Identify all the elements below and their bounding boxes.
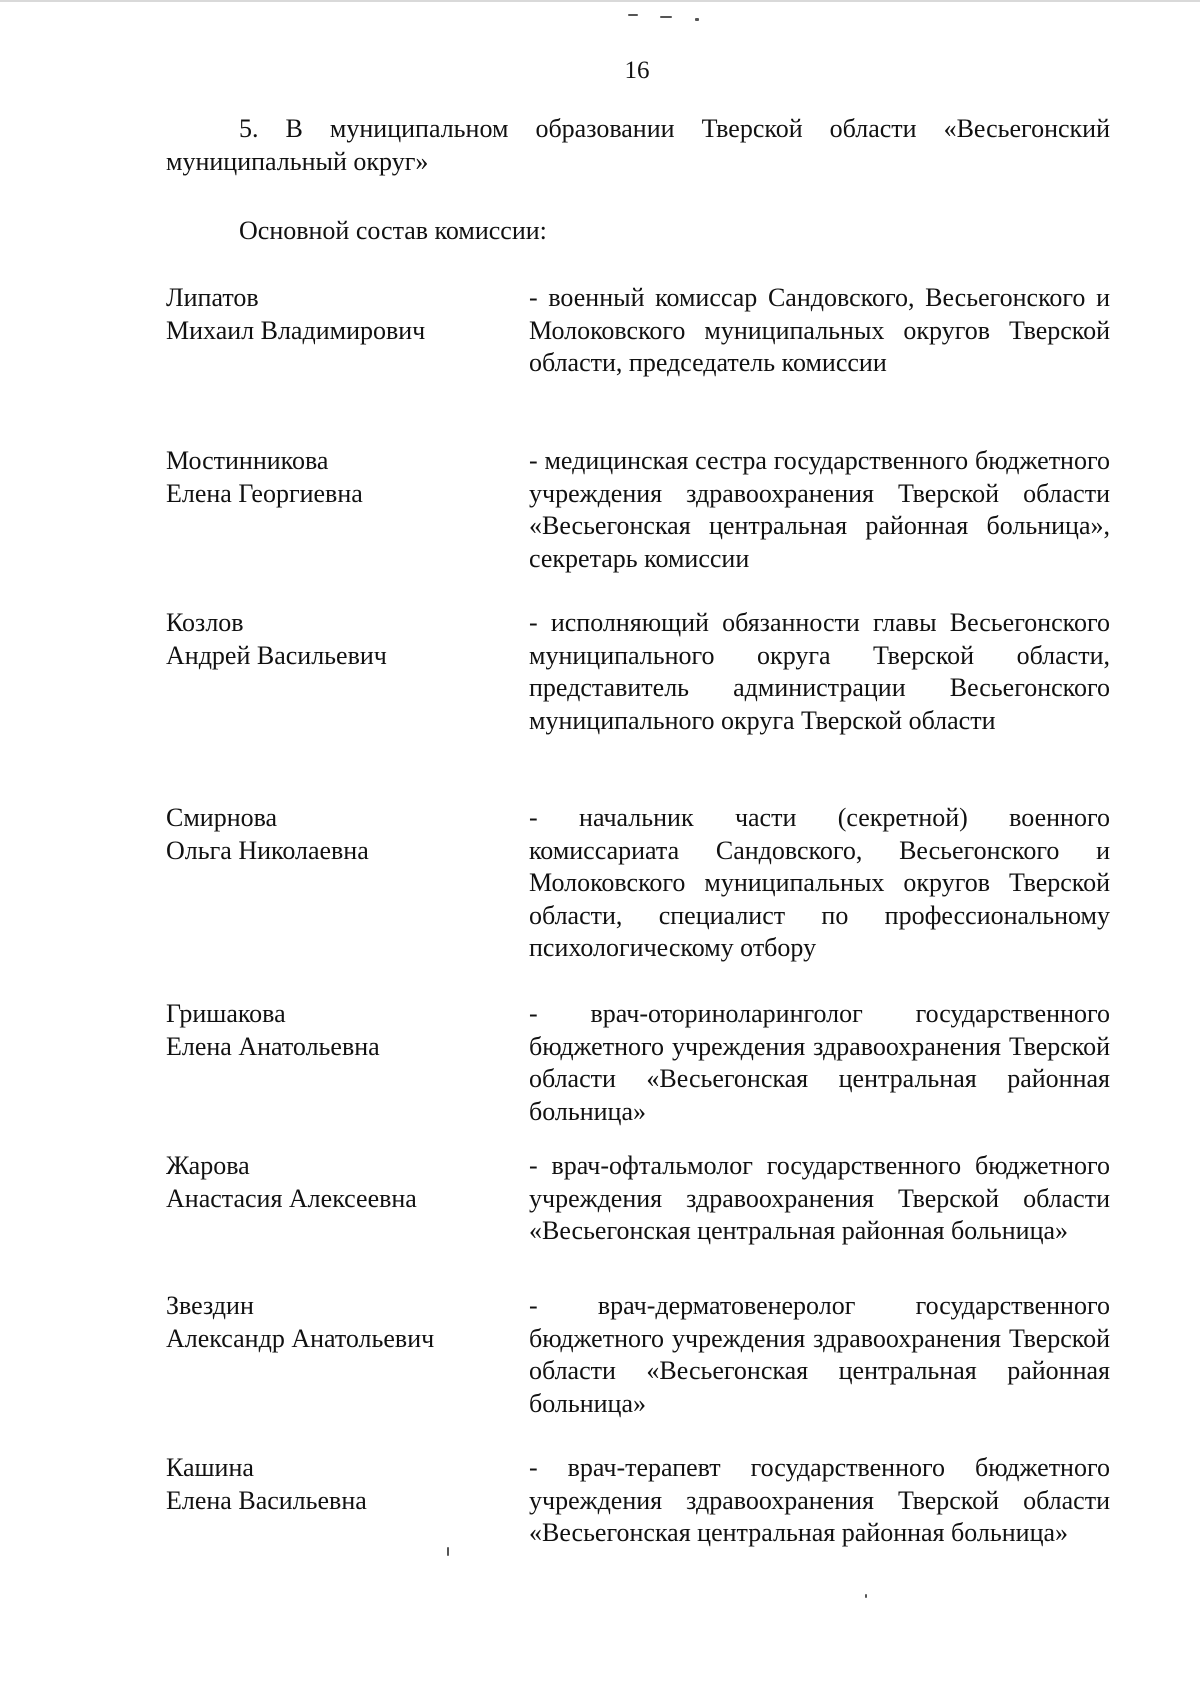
member-surname: Козлов	[166, 608, 244, 637]
member-name	[166, 445, 496, 510]
member-surname: Звездин	[166, 1291, 254, 1320]
member-name	[166, 802, 496, 867]
member-role: - врач-оториноларинголог государственного бюджетного учреждения здравоохранения Тверской области «Весьегонская центральная районная больница»	[529, 999, 1110, 1126]
member-role: - военный комиссар Сандовского, Весьегонского и Молоковского муниципальных округов Тверской области, председатель комиссии	[529, 283, 1110, 378]
member-name	[166, 1452, 496, 1517]
member-name	[166, 282, 496, 347]
scan-top-edge	[0, 0, 1200, 2]
scan-speck	[447, 1547, 449, 1556]
member-name	[166, 1290, 496, 1355]
commission-subtitle: Основной состав комиссии:	[239, 216, 547, 245]
member-role: - врач-терапевт государственного бюджетного учреждения здравоохранения Тверской области «Весьегонская центральная районная больница»	[529, 1453, 1110, 1548]
member-role: - врач-дерматовенеролог государственного бюджетного учреждения здравоохранения Тверской области «Весьегонская центральная районная больница»	[529, 1291, 1110, 1418]
member-role: - исполняющий обязанности главы Весьегонского муниципального округа Тверской области, представитель администрации Весьегонского муниципального округа Тверской области	[529, 608, 1110, 735]
member-role: - начальник части (секретной) военного комиссариата Сандовского, Весьегонского и Молоковского муниципальных округов Тверской области, специалист по профессиональному психологическому отбору	[529, 803, 1110, 963]
member-given-names: Елена Георгиевна	[166, 478, 363, 508]
member-surname: Смирнова	[166, 803, 278, 832]
scan-speck	[695, 18, 699, 21]
member-given-names: Анастасия Алексеевна	[166, 1183, 417, 1213]
member-role: - медицинская сестра государственного бюджетного учреждения здравоохранения Тверской области «Весьегонская центральная районная больница», секретарь комиссии	[529, 446, 1110, 573]
member-given-names: Андрей Васильевич	[166, 640, 387, 670]
scan-speck	[660, 16, 672, 18]
member-role: - врач-офтальмолог государственного бюджетного учреждения здравоохранения Тверской области «Весьегонская центральная районная больница»	[529, 1151, 1110, 1246]
page-number: 16	[624, 57, 650, 84]
member-surname: Кашина	[166, 1453, 254, 1482]
member-surname: Липатов	[166, 283, 259, 312]
member-surname: Жарова	[166, 1151, 250, 1180]
member-given-names: Александр Анатольевич	[166, 1323, 435, 1353]
member-name	[166, 607, 496, 672]
member-given-names: Елена Васильевна	[166, 1485, 367, 1515]
member-surname: Мостинникова	[166, 446, 329, 475]
member-surname: Гришакова	[166, 999, 286, 1028]
scan-speck	[628, 14, 638, 16]
member-given-names: Ольга Николаевна	[166, 835, 369, 865]
scan-speck	[865, 1594, 867, 1598]
member-given-names: Михаил Владимирович	[166, 315, 426, 345]
member-given-names: Елена Анатольевна	[166, 1031, 380, 1061]
member-name	[166, 1150, 496, 1215]
member-name	[166, 998, 496, 1063]
section-title: 5. В муниципальном образовании Тверской области «Весьегонский муниципальный округ»	[166, 114, 1110, 176]
